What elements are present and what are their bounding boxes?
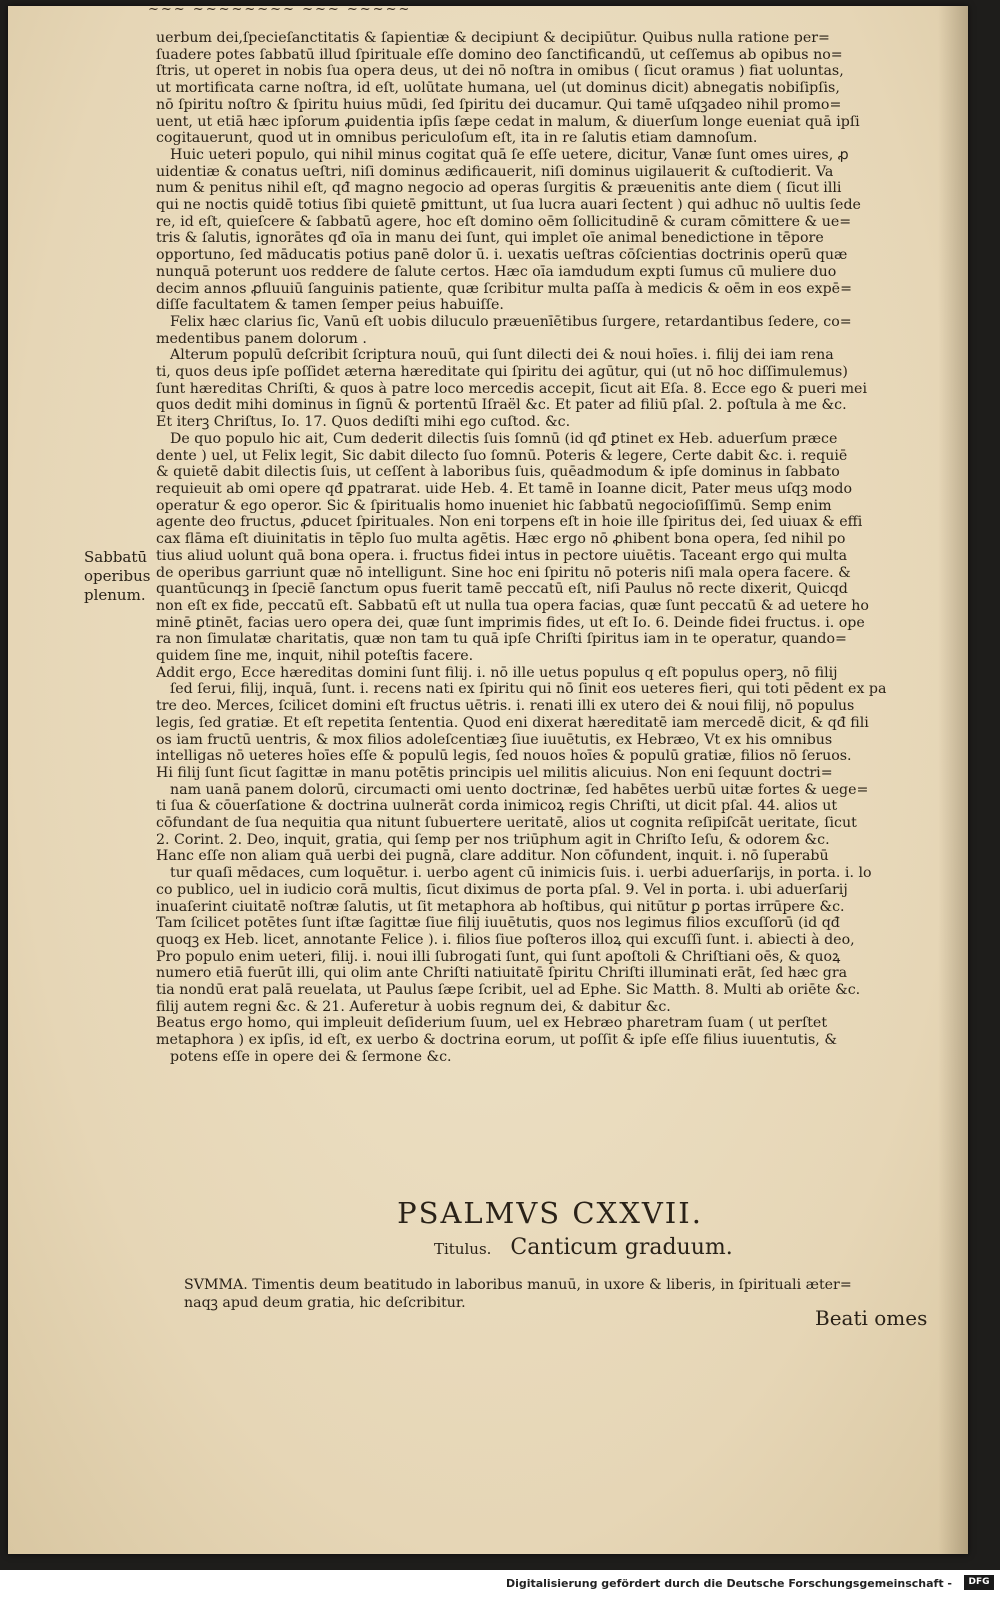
text-line: nunquā poterunt uos reddere de ſalute certos. Hæc oīa iamdudum expti ſumus cū muliere duo <box>156 263 837 280</box>
text-line: os iam fructū uentris, & mox filios adoleſcentiæꝫ ſiue iuuētutis, ex Hebræo, Vt ex his omnibus <box>156 731 833 748</box>
running-header-fragment: ~~~ ~~~~~~~~ ~~~ ~~~~~ <box>148 6 412 17</box>
text-line: cogitauerunt, quod ut in omnibus periculoſum eſt, ita in re ſalutis etiam damnoſum. <box>156 130 758 147</box>
summa-line: SVMMA. Timentis deum beatitudo in laboribus manuū, in uxore & liberis, in ſpirituali æter= <box>184 1277 852 1293</box>
body-text-column <box>156 30 941 1066</box>
text-line: requieuit ab omi opere qđ ꝑpatrarat. uide Heb. 4. Et tamē in Ioanne dicit, Pater meus uſqꝫ modo <box>156 480 852 497</box>
text-line: Alterum populū deſcribit ſcriptura nouū, qui ſunt dilecti dei & noui hoīes. i. filij dei iam rena <box>170 347 834 364</box>
text-line: qui ne noctis quidē totius ſibi quietē ꝑmittunt, ut ſua lucra auari ſectent ) qui adhuc nō uultis ſede <box>156 197 861 214</box>
text-line: quos dedit mihi dominus in ſignū & portentū Iſraël &c. Et pater ad filiū pſal. 2. poſtula à me &c. <box>156 397 847 414</box>
text-line: ſtris, ut operet in nobis ſua opera deus, ut dei nō noſtra in omibus ( ſicut oramus ) fiat uoluntas, <box>156 63 844 80</box>
text-line: Tam ſcilicet potētes ſunt iſtæ ſagittæ ſiue filij iuuētutis, quos nos legimus filios excuſſorū (id qđ <box>156 915 840 932</box>
text-line: nō ſpiritu noſtro & ſpiritu huius mūdi, ſed ſpiritu dei ducamur. Qui tamē uſqꝫadeo nihil promo= <box>156 96 842 113</box>
text-line: ut mortificata carne noſtra, id eſt, uolūtate humana, uel (ut dominus dicit) abnegatis nobiſipſis, <box>156 80 840 97</box>
text-line: & quietē dabit dilectis ſuis, ut ceſſent à laboribus ſuis, quēadmodum & ipſe dominus in ſabbato <box>156 464 840 481</box>
text-line: uent, ut etiā hæc ipſorum ꝓuidentia ipſis ſæpe cedat in malum, & diuerſum longe eueniat quā ipſi <box>156 113 860 130</box>
text-line: co publico, uel in iudicio corā multis, ſicut diximus de porta pſal. 9. Vel in porta. i. ubi aduerſarij <box>156 881 848 898</box>
text-line: inuaſerint ciuitatē noſtræ ſalutis, ut ſit metaphora ab hoſtibus, qui nitūtur ꝑ portas irrūpere &c. <box>156 898 845 915</box>
text-line: de operibus garriunt quæ nō intelligunt. Sine hoc eni ſpiritu nō poteris niſi mala opera facere. & <box>156 564 851 581</box>
text-line: non eſt ex fide, peccatū eſt. Sabbatū eſt ut nulla tua opera facias, quæ ſunt peccatū & ad uetere ho <box>156 597 869 614</box>
text-line: De quo populo hic ait, Cum dederit dilectis ſuis ſomnū (id qđ ꝑtinet ex Heb. aduerſum præce <box>170 430 838 447</box>
text-line: re, id eſt, quieſcere & ſabbatū agere, hoc eſt domino oēm ſollicitudinē & curam cōmittere & ue= <box>156 213 852 230</box>
text-line: quidem ſine me, inquit, nihil poteſtis facere. <box>156 648 474 665</box>
text-line: Et iterꝫ Chriſtus, Io. 17. Quos dediſti mihi ego cuſtod. &c. <box>156 414 571 431</box>
text-line: Hi filij ſunt ſicut ſagittæ in manu potētis principis uel militis alicuius. Non eni ſequunt doctri= <box>156 764 833 781</box>
text-line: cax flāma eſt diuinitatis in tēplo ſuo multa agētis. Hæc ergo nō ꝓhibent bona opera, ſed nihil po <box>156 531 846 548</box>
text-line: num & penitus nihil eſt, qđ magno negocio ad operas ſurgitis & præuenitis ante diem ( ſicut illi <box>156 180 842 197</box>
text-line: tre deo. Merces, ſcilicet domini eſt fructus uētris. i. renati illi ex utero dei & noui filij, nō populus <box>156 698 855 715</box>
text-line: Huic ueteri populo, qui nihil minus cogitat quā ſe eſſe uetere, dicitur, Vanæ ſunt omes uires, ꝓ <box>170 146 849 163</box>
text-line: potens eſſe in opere dei & ſermone &c. <box>170 1048 452 1065</box>
text-line: cōfundant de ſua nequitia qua nitunt ſubuertere ueritatē, alios ut cognita reſipiſcāt ueritate, ſicut <box>156 815 857 832</box>
text-line: Felix hæc clarius ſic, Vanū eſt uobis diluculo præuenīētibus ſurgere, retardantibus ſedere, co= <box>170 313 852 330</box>
text-line: operatur & ego operor. Sic & ſpiritualis homo inueniet hic ſabbatū negocioſiſſimū. Semp enim <box>156 497 832 514</box>
text-line: tris & ſalutis, ignorātes qđ oīa in manu dei ſunt, qui implet oīe animal benedictione in tēpore <box>156 230 824 247</box>
text-line: 2. Corint. 2. Deo, inquit, gratia, qui ſemp per nos triūphum agit in Chriſto Ieſu, & odorem &c. <box>156 831 830 848</box>
text-line: uidentiæ & conatus ueſtri, niſi dominus ædificauerit, niſi dominus uigilauerit & cuſtodierit. Va <box>156 163 834 180</box>
text-line: numero etiā fuerūt illi, qui olim ante Chriſti natiuitatē ſpiritu Chriſti illuminati erāt, ſed hæc gra <box>156 965 848 982</box>
footer-bar <box>0 1570 1000 1597</box>
text-line: nam uanā panem dolorū, circumacti omi uento doctrinæ, ſed habētes uerbū uitæ fortes & uege= <box>170 781 869 798</box>
text-line: opportuno, ſed māducatis potius panē dolor ū. i. uexatis ueſtras cōſcientias doctrinis operū quæ <box>156 247 848 264</box>
text-line: Beatus ergo homo, qui impleuit deſiderium ſuum, uel ex Hebræo pharetram ſuam ( ut perſtet <box>156 1015 828 1032</box>
text-line: Addit ergo, Ecce hæreditas domini ſunt filij. i. nō ille uetus populus q eſt populus operꝫ, nō filij <box>156 664 838 681</box>
titulus-text: Canticum graduum. <box>510 1235 733 1260</box>
text-line: legis, ſed gratiæ. Et eſt repetita ſententia. Quod eni dixerat hæreditatē iam mercedē dicit, & qđ fili <box>156 714 869 731</box>
text-line: medentibus panem dolorum . <box>156 330 367 347</box>
summa-line: naqꝫ apud deum gratia, hic deſcribitur. <box>184 1295 466 1311</box>
dfg-logo-icon: DFG <box>964 1575 994 1590</box>
text-line: ſunt hæreditas Chriſti, & quos à patre loco mercedis accepit, ſicut ait Eſa. 8. Ecce ego & pueri mei <box>156 380 867 397</box>
text-line: ſuadere potes ſabbatū illud ſpirituale eſſe domino deo ſanctificandū, ut ceſſemus ab opibus no= <box>156 46 843 63</box>
marginal-note <box>84 548 168 605</box>
psalm-heading: PSALMVS CXXVII. <box>397 1196 703 1230</box>
catchword: Beati omes <box>815 1306 928 1330</box>
text-line: ti, quos deus ipſe poſſidet æterna hæreditate qui ſpiritu dei agūtur, qui (ut nō hoc diſſimulemus) <box>156 364 848 381</box>
text-line: Pro populo enim ueteri, filij. i. noui illi ſubrogati ſunt, qui ſunt apoſtoli & Chriſtiani oēs, & quoꝝ <box>156 948 841 965</box>
marginal-note-line: Sabbatū <box>84 548 148 566</box>
text-line: intelligas nō ueteres hoīes eſſe & populū legis, ſed nouos hoīes & populū gratiæ, filios nō ſeruos. <box>156 748 852 765</box>
titulus-label: Titulus. <box>434 1240 492 1258</box>
text-line: metaphora ) ex ipſis, id eſt, ex uerbo & doctrina eorum, ut poſſit & ipſe eſſe filius iuuentutis, & <box>156 1032 837 1049</box>
text-line: minē ꝑtinēt, facias uero opera dei, quæ ſunt imprimis fides, ut eſt Io. 6. Deinde fidei fructus. i. ope <box>156 614 865 631</box>
text-line: ti ſua & cōuerſatione & doctrina uulnerāt corda inimicoꝝ regis Chriſti, ut dicit pſal. 44. alios ut <box>156 798 838 815</box>
text-line: diſſe facultatem & tamen ſemper peius habuiſſe. <box>156 297 504 314</box>
text-line: ſed ſerui, filij, inquā, ſunt. i. recens nati ex ſpiritu qui nō ſinit eos ueteres fieri, qui toti pēdent ex pa <box>170 681 887 698</box>
text-line: decim annos ꝓfluuiū ſanguinis patiente, quæ ſcribitur multa paſſa à medicis & oēm in eos expē= <box>156 280 852 297</box>
text-line: tur quaſi mēdaces, cum loquētur. i. uerbo agent cū inimicis ſuis. i. uerbi aduerſarijs, in porta. i. lo <box>170 865 872 882</box>
text-line: tia nondū erat palā reuelata, ut Paulus ſæpe ſcribit, uel ad Ephe. Sic Matth. 8. Multi ab oriēte &c. <box>156 982 861 999</box>
text-line: quoqꝫ ex Heb. licet, annotante Felice ). i. filios ſiue poſteros illoꝝ qui excuſſi ſunt. i. abiecti à deo, <box>156 931 855 948</box>
text-line: agente deo fructus, ꝓducet ſpirituales. Non eni torpens eſt in hoie ille ſpiritus dei, ſed uiuax & effi <box>156 514 863 531</box>
titulus-line <box>434 1235 794 1260</box>
text-line: quantūcunqꝫ in ſpeciē ſanctum opus fuerit tamē peccatū eſt, niſi Paulus nō recte dixerit, Quicqd <box>156 581 848 598</box>
marginal-note-line: operibus <box>84 567 151 585</box>
text-line: dente ) uel, ut Felix legit, Sic dabit dilecto ſuo ſomnū. Poteris & legere, Certe dabit &c. i. requiē <box>156 447 848 464</box>
footer-credit: Digitalisierung gefördert durch die Deutsche Forschungsgemeinschaft - <box>505 1577 952 1590</box>
marginal-note-line: plenum. <box>84 586 146 604</box>
text-line: tius aliud uolunt quā bona opera. i. fructus fidei intus in pectore uiuētis. Taceant ergo qui multa <box>156 547 848 564</box>
text-line: Hanc eſſe non aliam quā uerbi dei pugnā, clare additur. Non cōfundent, inquit. i. nō ſuperabū <box>156 848 829 865</box>
text-line: ra non ſimulatæ charitatis, quæ non tam tu quā ipſe Chriſti ſpiritus iam in te operatur, quando= <box>156 631 847 648</box>
text-line: filij autem regni &c. & 21. Auferetur à uobis regnum dei, & dabitur &c. <box>156 998 671 1015</box>
text-line: uerbum dei,ſpecieſanctitatis & ſapientiæ & decipiunt & decipiūtur. Quibus nulla ratione per= <box>156 30 830 46</box>
